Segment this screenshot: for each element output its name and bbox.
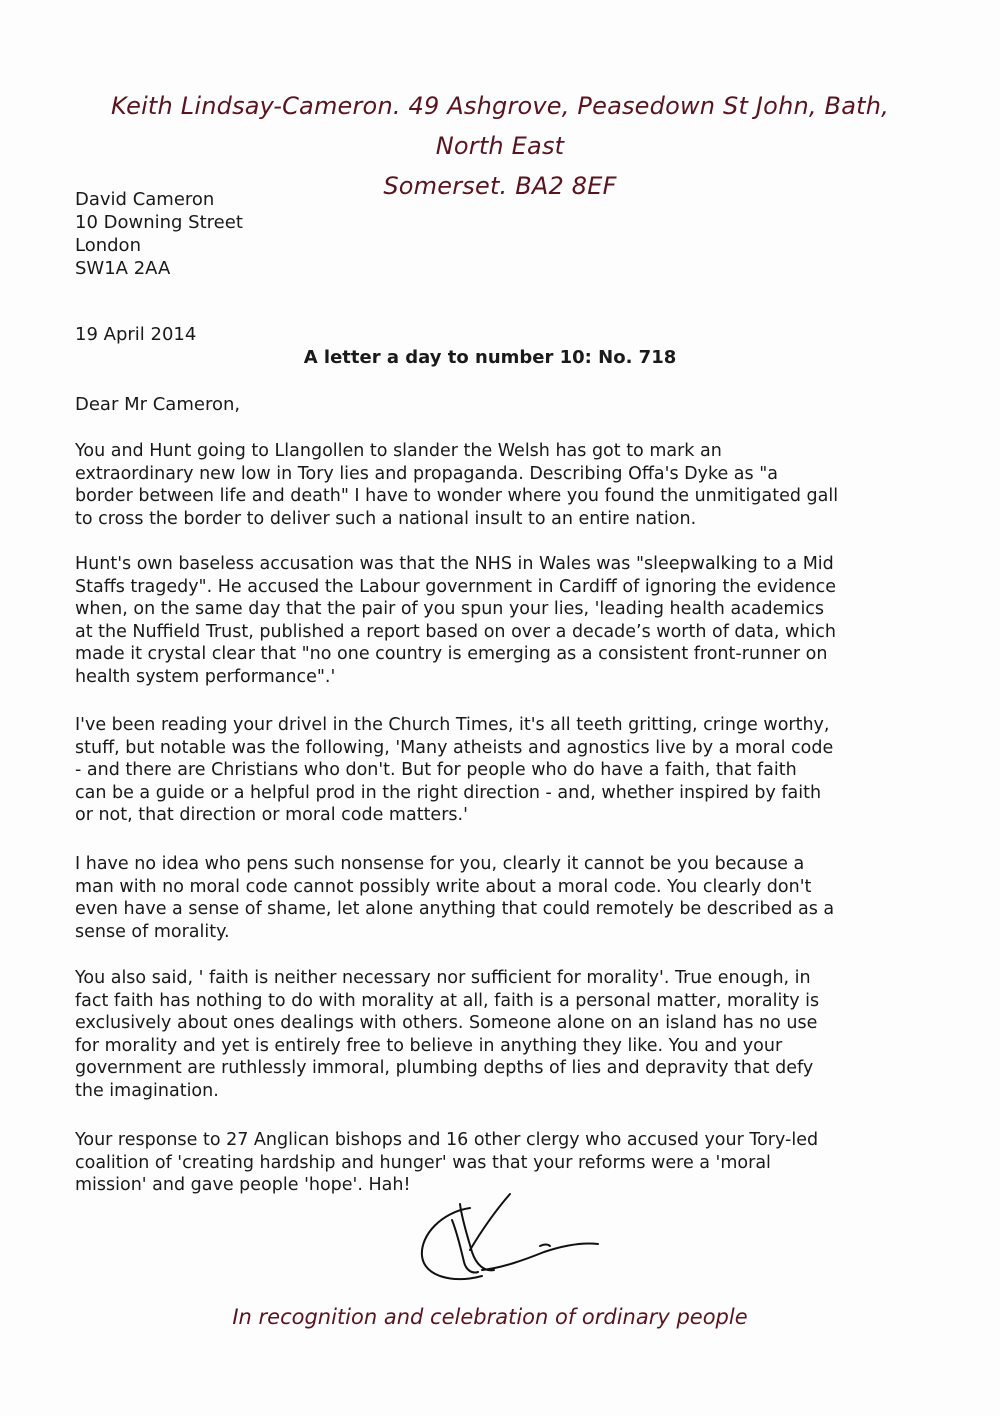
- letter-subject: A letter a day to number 10: No. 718: [303, 347, 677, 368]
- paragraph-line: even have a sense of shame, let alone anything that could remotely be described as a: [75, 899, 835, 920]
- paragraph-3: [75, 714, 915, 827]
- paragraph-line: You and Hunt going to Llangollen to slander the Welsh has got to mark an: [75, 441, 722, 461]
- recipient-postcode: SW1A 2AA: [75, 258, 171, 279]
- salutation: Dear Mr Cameron,: [75, 394, 241, 415]
- letterhead-line-2: Somerset. BA2 8EF: [383, 172, 617, 200]
- paragraph-line: can be a guide or a helpful prod in the right direction - and, whether inspired by faith: [75, 782, 822, 803]
- paragraph-line: when, on the same day that the pair of you spun your lies, 'leading health academics: [75, 599, 825, 620]
- paragraph-line: exclusively about ones dealings with others. Someone alone on an island has no use: [75, 1013, 818, 1034]
- paragraph-line: border between life and death" I have to wonder where you found the unmitigated gall: [75, 486, 839, 507]
- recipient-address: [75, 188, 243, 280]
- paragraph-line: at the Nuffield Trust, published a report based on over a decade’s worth of data, which: [75, 621, 836, 642]
- paragraph-line: I've been reading your drivel in the Church Times, it's all teeth gritting, cringe worthy,: [75, 715, 830, 735]
- paragraph-line: made it crystal clear that "no one country is emerging as a consistent front-runner on: [75, 644, 828, 665]
- paragraph-line: mission' and gave people 'hope'. Hah!: [75, 1175, 411, 1196]
- paragraph-line: health system performance".': [75, 666, 336, 687]
- paragraph-line: coalition of 'creating hardship and hunger' was that your reforms were a 'moral: [75, 1152, 771, 1173]
- paragraph-line: for morality and yet is entirely free to believe in anything they like. You and your: [75, 1035, 783, 1056]
- paragraph-line: stuff, but notable was the following, 'Many atheists and agnostics live by a moral code: [75, 737, 834, 758]
- paragraph-line: to cross the border to deliver such a national insult to an entire nation.: [75, 508, 697, 529]
- recipient-city: London: [75, 235, 141, 256]
- letter-footer-motto: In recognition and celebration of ordinary people: [232, 1305, 748, 1329]
- letterhead-line-1: Keith Lindsay-Cameron. 49 Ashgrove, Peasedown St John, Bath, North East: [111, 92, 889, 160]
- paragraph-line: Hunt's own baseless accusation was that the NHS in Wales was "sleepwalking to a Mid: [75, 554, 834, 574]
- paragraph-5: [75, 967, 915, 1103]
- paragraph-4: [75, 853, 915, 943]
- paragraph-line: or not, that direction or moral code matters.': [75, 805, 468, 826]
- letter-date: 19 April 2014: [75, 324, 197, 345]
- paragraph-line: man with no moral code cannot possibly write about a moral code. You clearly don't: [75, 876, 812, 897]
- paragraph-line: the imagination.: [75, 1080, 219, 1101]
- recipient-name: David Cameron: [75, 189, 215, 210]
- signature-diagonal-stroke: [470, 1194, 510, 1250]
- paragraph-line: I have no idea who pens such nonsense for you, clearly it cannot be you because a: [75, 854, 805, 874]
- paragraph-2: [75, 553, 915, 689]
- signature-tail-stroke: [482, 1243, 598, 1270]
- paragraph-line: You also said, ' faith is neither necessary nor sufficient for morality'. True enough, in: [75, 968, 811, 988]
- recipient-street: 10 Downing Street: [75, 212, 243, 233]
- paragraph-1: [75, 440, 915, 530]
- paragraph-line: fact faith has nothing to do with morality at all, faith is a personal matter, morality is: [75, 990, 820, 1011]
- handwritten-signature: [412, 1190, 602, 1290]
- paragraph-6: [75, 1129, 915, 1197]
- paragraph-line: sense of morality.: [75, 921, 230, 942]
- paragraph-line: - and there are Christians who don't. But for people who do have a faith, that faith: [75, 760, 797, 781]
- paragraph-line: Staffs tragedy". He accused the Labour government in Cardiff of ignoring the evidence: [75, 576, 837, 597]
- paragraph-line: extraordinary new low in Tory lies and propaganda. Describing Offa's Dyke as "a: [75, 463, 778, 484]
- paragraph-line: Your response to 27 Anglican bishops and 16 other clergy who accused your Tory-led: [75, 1130, 819, 1150]
- signature-dot-stroke: [540, 1245, 550, 1247]
- paragraph-line: government are ruthlessly immoral, plumbing depths of lies and depravity that defy: [75, 1058, 814, 1079]
